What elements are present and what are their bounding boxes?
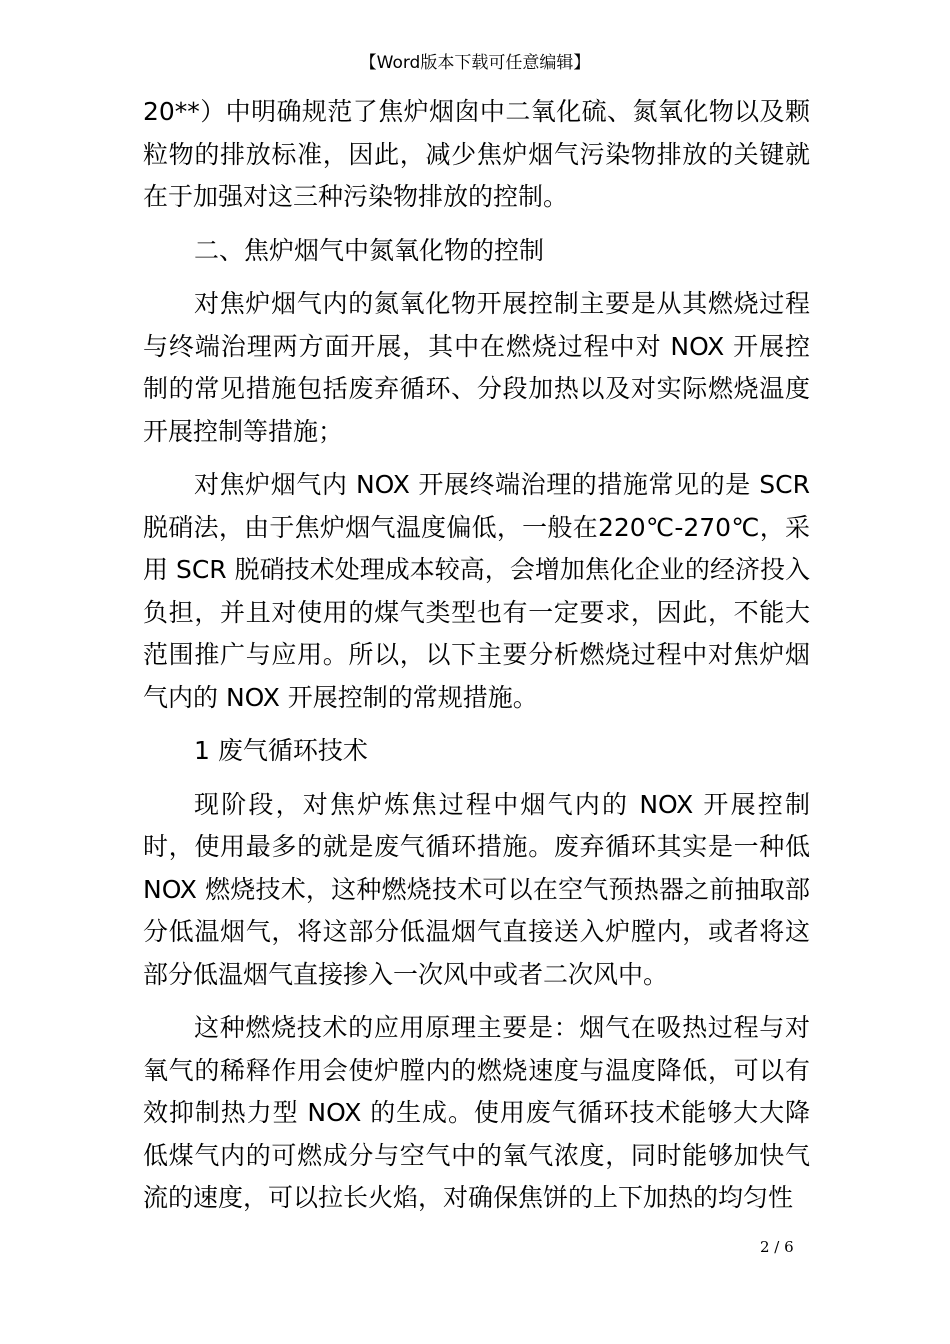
document-body: [143, 91, 810, 1231]
page-number: 2 / 6: [760, 1238, 794, 1256]
subsection-heading: 1 废气循环技术: [194, 736, 368, 765]
paragraph: 现阶段，对焦炉炼焦过程中烟气内的 NOX 开展控制时，使用最多的就是废气循环措施。废弃循环其实是一种低 NOX 燃烧技术，这种燃烧技术可以在空气预热器之前抽取部分低温烟气，将这部分低温烟气直接送入炉膛内，或者将这部分低温烟气直接掺入一次风中或者二次风中。: [143, 789, 810, 989]
paragraph: 对焦炉烟气内的氮氧化物开展控制主要是从其燃烧过程与终端治理两方面开展，其中在燃烧过程中对 NOX 开展控制的常见措施包括废弃循环、分段加热以及对实际燃烧温度开展控制等措施；: [143, 289, 810, 446]
section-heading: 二、焦炉烟气中氮氧化物的控制: [194, 235, 545, 265]
paragraph: 这种燃烧技术的应用原理主要是：烟气在吸热过程与对氧气的稀释作用会使炉膛内的燃烧速度与温度降低，可以有效抑制热力型 NOX 的生成。使用废气循环技术能够大大降低煤气内的可燃成分与空气中的氧气浓度，同时能够加快气流的速度，可以拉长火焰，对确保焦饼的上下加热的均匀性: [143, 1013, 810, 1212]
header-note: 【Word版本下载可任意编辑】: [359, 53, 591, 73]
paragraph-continuation: 20**）中明确规范了焦炉烟囱中二氧化硫、氮氧化物以及颗粒物的排放标准，因此，减少焦炉烟气污染物排放的关键就在于加强对这三种污染物排放的控制。: [143, 97, 810, 211]
paragraph: 对焦炉烟气内 NOX 开展终端治理的措施常见的是 SCR 脱硝法，由于焦炉烟气温度偏低，一般在220℃-270℃，采用 SCR 脱硝技术处理成本较高，会增加焦化企业的经济投入负担，并且对使用的煤气类型也有一定要求，因此，不能大范围推广与应用。所以，以下主要分析燃烧过程中对焦炉烟气内的 NOX 开展控制的常规措施。: [143, 470, 810, 712]
